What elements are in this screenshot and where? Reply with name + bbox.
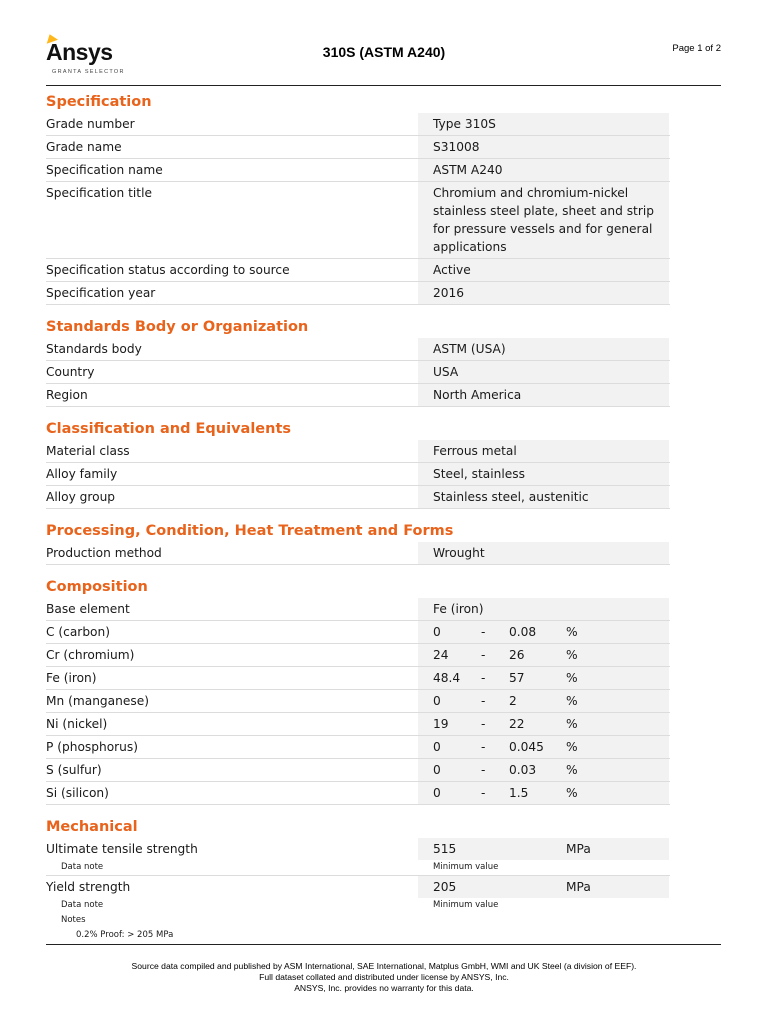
note-label: Data note: [61, 900, 104, 910]
range-dash: -: [481, 671, 486, 685]
range-min: 48.4: [433, 671, 461, 685]
row-label: Alloy group: [46, 490, 116, 504]
section-mechanical: [46, 816, 670, 945]
section-specification: [46, 91, 670, 305]
element-range: [418, 690, 669, 712]
table-row: [46, 838, 670, 860]
range-unit: %: [566, 763, 578, 777]
row-label: Material class: [46, 444, 130, 458]
value-unit: MPa: [566, 842, 591, 856]
range-max: 2: [509, 694, 517, 708]
row-value: Chromium and chromium-nickel stainless steel plate, sheet and strip for pressure vessels and for general applications: [418, 182, 669, 258]
notes-content-row: [46, 928, 670, 945]
element-label: S (sulfur): [46, 763, 102, 777]
section-title: Processing, Condition, Heat Treatment and Forms: [46, 523, 454, 539]
table-row: [46, 361, 670, 384]
section-processing: [46, 520, 670, 565]
range-unit: %: [566, 671, 578, 685]
range-dash: -: [481, 763, 486, 777]
table-row: [46, 486, 670, 509]
datasheet-content: [46, 91, 670, 945]
element-label: C (carbon): [46, 625, 110, 639]
element-label: P (phosphorus): [46, 740, 139, 754]
row-label: Ultimate tensile strength: [46, 842, 198, 856]
row-value: S31008: [418, 136, 669, 158]
page-footer: [0, 961, 768, 994]
row-label: Specification status according to source: [46, 263, 290, 277]
range-dash: -: [481, 717, 486, 731]
element-label: Fe (iron): [46, 671, 97, 685]
range-unit: %: [566, 625, 578, 639]
element-label: Si (silicon): [46, 786, 109, 800]
section-title: Specification: [46, 94, 152, 110]
element-range: [418, 667, 669, 689]
range-max: 0.08: [509, 625, 537, 639]
footer-divider: [46, 944, 721, 945]
row-value: 2016: [418, 282, 669, 304]
range-min: 0: [433, 786, 441, 800]
row-label: Standards body: [46, 342, 142, 356]
range-min: 0: [433, 763, 441, 777]
page-number: Page 1 of 2: [672, 43, 721, 54]
notes-label: Notes: [61, 915, 86, 925]
logo-subtitle: GRANTA SELECTOR: [52, 69, 125, 75]
note-label: Data note: [61, 862, 104, 872]
note-value: Minimum value: [433, 862, 499, 872]
section-standards-body: [46, 316, 670, 407]
header-divider: [46, 85, 721, 86]
range-dash: -: [481, 740, 486, 754]
table-row: [46, 182, 670, 259]
row-label: Specification year: [46, 286, 156, 300]
table-row: [46, 713, 670, 736]
row-value: Fe (iron): [418, 598, 669, 620]
table-row: [46, 876, 670, 898]
row-value: Active: [418, 259, 669, 281]
row-value: North America: [418, 384, 669, 406]
row-value: Stainless steel, austenitic: [418, 486, 669, 508]
element-range: [418, 782, 669, 804]
footer-line: Full dataset collated and distributed under license by ANSYS, Inc.: [259, 972, 509, 982]
range-max: 1.5: [509, 786, 529, 800]
table-row: [46, 282, 670, 305]
row-label: Grade name: [46, 140, 122, 154]
section-title: Mechanical: [46, 819, 138, 835]
row-label: Country: [46, 365, 95, 379]
row-label: Base element: [46, 602, 130, 616]
table-row: [46, 736, 670, 759]
range-max: 22: [509, 717, 525, 731]
section-title: Standards Body or Organization: [46, 319, 309, 335]
data-note-row: [46, 898, 670, 913]
range-unit: %: [566, 717, 578, 731]
row-value: Type 310S: [418, 113, 669, 135]
range-unit: %: [566, 648, 578, 662]
row-label: Grade number: [46, 117, 135, 131]
element-range: [418, 644, 669, 666]
section-composition: [46, 576, 670, 805]
table-row: [46, 644, 670, 667]
range-max: 26: [509, 648, 525, 662]
range-min: 19: [433, 717, 449, 731]
notes-row: [46, 913, 670, 928]
table-row: [46, 759, 670, 782]
table-row: [46, 259, 670, 282]
table-row: [46, 621, 670, 644]
row-value: ASTM A240: [418, 159, 669, 181]
value-unit: MPa: [566, 880, 591, 894]
row-label: Production method: [46, 546, 162, 560]
value-number: 205: [433, 880, 457, 894]
value-number: 515: [433, 842, 457, 856]
row-value: [418, 876, 669, 898]
element-range: [418, 713, 669, 735]
section-classification: [46, 418, 670, 509]
table-row: [46, 782, 670, 805]
range-unit: %: [566, 786, 578, 800]
section-title: Classification and Equivalents: [46, 421, 292, 437]
table-row: [46, 542, 670, 565]
row-value: USA: [418, 361, 669, 383]
element-label: Cr (chromium): [46, 648, 135, 662]
range-dash: -: [481, 694, 486, 708]
row-value: [418, 838, 669, 860]
range-unit: %: [566, 740, 578, 754]
notes-value: 0.2% Proof: > 205 MPa: [76, 930, 174, 940]
logo-text: Ansys: [46, 39, 113, 65]
note-value: Minimum value: [433, 900, 499, 910]
table-row: [46, 384, 670, 407]
range-dash: -: [481, 648, 486, 662]
table-row: [46, 463, 670, 486]
table-row: [46, 159, 670, 182]
row-value: Ferrous metal: [418, 440, 669, 462]
element-range: [418, 736, 669, 758]
page-header: [0, 0, 768, 90]
row-value: ASTM (USA): [418, 338, 669, 360]
range-max: 0.03: [509, 763, 537, 777]
section-title: Composition: [46, 579, 148, 595]
table-row: [46, 113, 670, 136]
row-label: Specification title: [46, 186, 152, 200]
table-row: [46, 690, 670, 713]
table-row: [46, 440, 670, 463]
range-min: 0: [433, 694, 441, 708]
row-value: Wrought: [418, 542, 669, 564]
range-min: 24: [433, 648, 449, 662]
range-max: 57: [509, 671, 525, 685]
range-dash: -: [481, 786, 486, 800]
table-row: [46, 598, 670, 621]
table-row: [46, 667, 670, 690]
document-title: 310S (ASTM A240): [322, 44, 446, 60]
data-note-row: [46, 860, 670, 876]
range-min: 0: [433, 740, 441, 754]
footer-line: Source data compiled and published by ASM International, SAE International, Matplus GmbH, WMI and UK Steel (a division of EEF).: [131, 961, 637, 971]
table-row: [46, 136, 670, 159]
row-label: Alloy family: [46, 467, 118, 481]
table-row: [46, 338, 670, 361]
element-range: [418, 621, 669, 643]
range-dash: -: [481, 625, 486, 639]
element-label: Ni (nickel): [46, 717, 108, 731]
range-max: 0.045: [509, 740, 544, 754]
element-label: Mn (manganese): [46, 694, 149, 708]
element-range: [418, 759, 669, 781]
row-label: Region: [46, 388, 88, 402]
row-value: Steel, stainless: [418, 463, 669, 485]
row-label: Yield strength: [46, 880, 131, 894]
range-unit: %: [566, 694, 578, 708]
footer-line: ANSYS, Inc. provides no warranty for this data.: [294, 983, 474, 993]
range-min: 0: [433, 625, 441, 639]
row-label: Specification name: [46, 163, 163, 177]
